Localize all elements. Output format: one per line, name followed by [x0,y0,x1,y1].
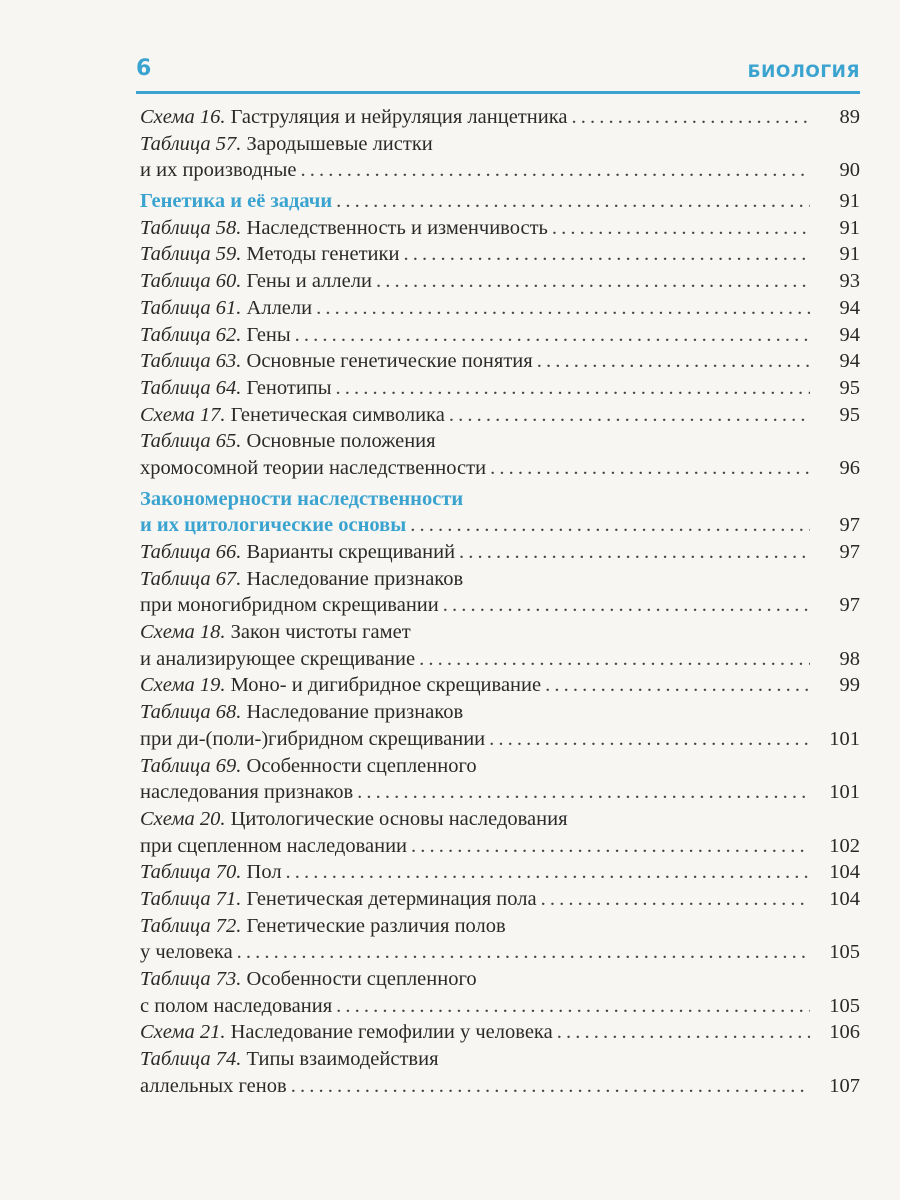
entry-text [140,833,407,860]
toc-line [140,512,860,539]
entry-page-number: 91 [839,243,860,266]
entry-title: Закон чистоты гамет [230,621,411,644]
entry-text [140,886,537,913]
entry-label: Схема 20. [140,807,226,830]
toc-line [140,268,860,295]
entry-label: Таблица 71. [140,887,242,910]
entry-page-number: 95 [839,376,860,399]
entry-text [140,859,282,886]
toc-entry[interactable] [140,619,860,672]
entry-page-number: 94 [839,350,860,373]
toc-line [140,806,860,833]
entry-title: Генотипы [246,376,332,399]
toc-entry[interactable] [140,428,860,481]
entry-text [140,1019,553,1046]
entry-page-number: 106 [829,1021,860,1044]
entry-text [140,486,463,513]
toc-line [140,913,860,940]
toc-entry[interactable] [140,1046,860,1099]
toc-entry[interactable] [140,215,860,242]
entry-text [140,402,445,429]
toc-entry[interactable] [140,886,860,913]
entry-page-number: 97 [839,541,860,563]
entry-label: Таблица 73. [140,968,242,990]
toc-section-heading[interactable] [140,188,860,215]
entry-label: Таблица 70. [140,861,242,884]
entry-page-number: 101 [829,781,860,804]
toc-line [140,886,860,913]
entry-text [140,322,291,349]
entry-title: и их производные [140,159,297,182]
entry-page-number: 99 [839,674,860,697]
toc-line [140,1046,860,1073]
entry-title: Гены [246,323,291,346]
toc-entry[interactable] [140,375,860,402]
entry-text [140,806,568,833]
toc-line [140,428,860,455]
entry-title: Генетическая символика [230,403,445,426]
toc-entry[interactable] [140,348,860,375]
entry-title: наследования признаков [140,781,354,804]
toc-entry[interactable] [140,753,860,806]
entry-label: Таблица 63. [140,350,242,373]
toc-line [140,566,860,593]
entry-title: Генетическая детерминация пола [246,887,537,910]
entry-title: Основные генетические понятия [246,350,533,373]
entry-page-number: 96 [839,456,860,479]
dot-leader [490,455,810,482]
entry-text [140,428,436,455]
toc-entry[interactable] [140,913,860,966]
toc-line [140,1019,860,1046]
dot-leader [419,646,810,673]
toc-entry[interactable] [140,966,860,1019]
entry-title: и анализирующее скрещивание [140,647,416,670]
toc-entry[interactable] [140,1019,860,1046]
header-rule [136,91,860,94]
entry-page-number: 90 [839,159,860,182]
entry-text [140,268,372,295]
toc-line [140,646,860,673]
entry-text [140,753,477,780]
toc-line [140,753,860,780]
entry-text [140,215,548,242]
toc-line [140,539,860,566]
entry-title: при моногибридном скрещивании [140,594,439,617]
page-number: 6 [136,56,152,81]
toc-section-heading[interactable] [140,486,860,539]
entry-label: Таблица 68. [140,701,242,724]
entry-title: Гены и аллели [246,270,372,293]
entry-page-number: 94 [839,296,860,319]
entry-title: у человека [140,941,233,964]
entry-text [140,348,533,375]
toc-entry[interactable] [140,806,860,859]
toc-line [140,993,860,1020]
toc-line [140,295,860,322]
dot-leader [403,241,810,268]
entry-title: Цитологические основы наследования [230,807,568,830]
entry-title: Пол [246,861,282,884]
entry-label: Таблица 60. [140,270,242,293]
entry-title: Моно- и дигибридное скрещивание [230,674,542,697]
toc-entry[interactable] [140,104,860,131]
entry-title: Наследование признаков [246,701,464,724]
entry-page-number: 89 [839,106,860,128]
entry-text [140,726,485,753]
entry-text [140,566,463,593]
entry-text [140,913,506,940]
entry-label: Таблица 64. [140,376,242,399]
entry-text [140,131,433,158]
entry-label: Таблица 61. [140,296,242,319]
entry-title: при сцепленном наследовании [140,834,408,857]
entry-label: Схема 18. [140,621,226,644]
dot-leader [545,672,810,699]
toc-line [140,104,860,131]
entry-title: Особенности сцепленного [246,754,477,777]
entry-label: Таблица 57. [140,132,242,155]
toc-line [140,402,860,429]
dot-leader [489,726,810,753]
toc-line [140,375,860,402]
entry-title: Гаструляция и нейруляция ланцетника [230,106,568,128]
toc-line [140,455,860,482]
toc-line [140,157,860,184]
entry-label: Схема 19. [140,674,226,697]
entry-page-number: 105 [829,994,860,1017]
toc-entry[interactable] [140,241,860,268]
entry-title: Варианты скрещиваний [246,541,456,563]
toc-entry[interactable] [140,131,860,184]
entry-text [140,539,455,566]
toc-entry[interactable] [140,295,860,322]
entry-title: аллельных генов [140,1074,287,1097]
entry-label: Таблица 59. [140,243,242,266]
entry-page-number: 93 [839,270,860,293]
entry-title: Генетика и её задачи [140,190,333,213]
entry-title: Зародышевые листки [246,132,433,155]
entry-text [140,779,353,806]
entry-title: и их цитологические основы [140,514,407,537]
toc-line [140,592,860,619]
entry-text [140,699,463,726]
toc-entry[interactable] [140,672,860,699]
entry-text [140,241,399,268]
entry-text [140,1046,439,1073]
entry-label: Таблица 58. [140,216,242,239]
entry-label: Таблица 67. [140,567,242,590]
entry-text [140,188,332,215]
toc-line [140,833,860,860]
entry-title: Особенности сцепленного [246,968,477,990]
entry-text [140,592,439,619]
entry-title: хромосомной теории наследственности [140,456,487,479]
entry-title: при ди-(поли-)гибридном скрещивании [140,727,486,750]
dot-leader [336,993,810,1020]
dot-leader [411,833,810,860]
dot-leader [443,592,810,619]
entry-title: Наследственность и изменчивость [246,216,548,239]
toc-line [140,699,860,726]
toc-line [140,241,860,268]
toc-line [140,215,860,242]
toc-line [140,939,860,966]
toc-line [140,779,860,806]
entry-text [140,1073,287,1100]
entry-label: Схема 16. [140,106,226,128]
dot-leader [571,104,810,131]
toc-entry[interactable] [140,859,860,886]
entry-text [140,646,415,673]
entry-title: Наследование гемофилии у человека [230,1021,553,1044]
entry-page-number: 91 [839,216,860,239]
entry-page-number: 102 [829,834,860,857]
toc-line [140,1073,860,1100]
toc-line [140,188,860,215]
entry-page-number: 94 [839,323,860,346]
entry-page-number: 91 [839,190,860,213]
entry-page-number: 97 [839,594,860,617]
entry-text [140,455,486,482]
toc-entry[interactable] [140,566,860,619]
dot-leader [300,157,810,184]
entry-title: Методы генетики [246,243,400,266]
entry-label: Схема 17. [140,403,226,426]
running-header-subject: БИОЛОГИЯ [747,62,860,82]
entry-text [140,966,477,993]
dot-leader [537,348,810,375]
dot-leader [557,1019,810,1046]
toc-line [140,859,860,886]
entry-title: Закономерности наследственности [140,487,464,510]
entry-text [140,939,233,966]
entry-label: Схема 21. [140,1021,226,1044]
toc-line [140,726,860,753]
entry-text [140,672,541,699]
entry-page-number: 101 [829,727,860,750]
toc-entry[interactable] [140,539,860,566]
entry-page-number: 104 [829,887,860,910]
entry-title: Аллели [246,296,313,319]
dot-leader [237,939,810,966]
dot-leader [316,295,810,322]
entry-title: Типы взаимодействия [246,1048,439,1071]
toc-line [140,619,860,646]
dot-leader [286,859,810,886]
dot-leader [291,1073,810,1100]
entry-text [140,993,332,1020]
entry-title: Генетические различия полов [246,914,506,937]
table-of-contents [140,104,860,1099]
entry-page-number: 95 [839,403,860,426]
dot-leader [336,188,810,215]
dot-leader [357,779,810,806]
toc-line [140,672,860,699]
entry-label: Таблица 62. [140,323,242,346]
entry-title: с полом наследования [140,994,333,1017]
dot-leader [552,215,810,242]
dot-leader [449,402,810,429]
toc-line [140,348,860,375]
toc-entry[interactable] [140,322,860,349]
entry-label: Таблица 74. [140,1048,242,1071]
toc-line [140,486,860,513]
entry-label: Таблица 69. [140,754,242,777]
entry-page-number: 105 [829,941,860,964]
toc-entry[interactable] [140,699,860,752]
toc-entry[interactable] [140,402,860,429]
entry-label: Таблица 65. [140,430,242,453]
toc-line [140,322,860,349]
entry-text [140,375,332,402]
entry-text [140,157,296,184]
toc-line [140,131,860,158]
toc-entry[interactable] [140,268,860,295]
dot-leader [410,512,810,539]
entry-label: Таблица 66. [140,541,242,563]
toc-line [140,966,860,993]
entry-text [140,512,406,539]
entry-page-number: 107 [829,1074,860,1097]
entry-label: Таблица 72. [140,914,242,937]
dot-leader [336,375,810,402]
entry-text [140,104,567,131]
entry-title: Основные положения [246,430,436,453]
entry-page-number: 104 [829,861,860,884]
dot-leader [376,268,810,295]
entry-title: Наследование признаков [246,567,464,590]
dot-leader [459,539,810,566]
entry-page-number: 97 [839,514,860,537]
entry-text [140,619,411,646]
entry-page-number: 98 [839,647,860,670]
dot-leader [295,322,810,349]
entry-text [140,295,312,322]
dot-leader [541,886,810,913]
